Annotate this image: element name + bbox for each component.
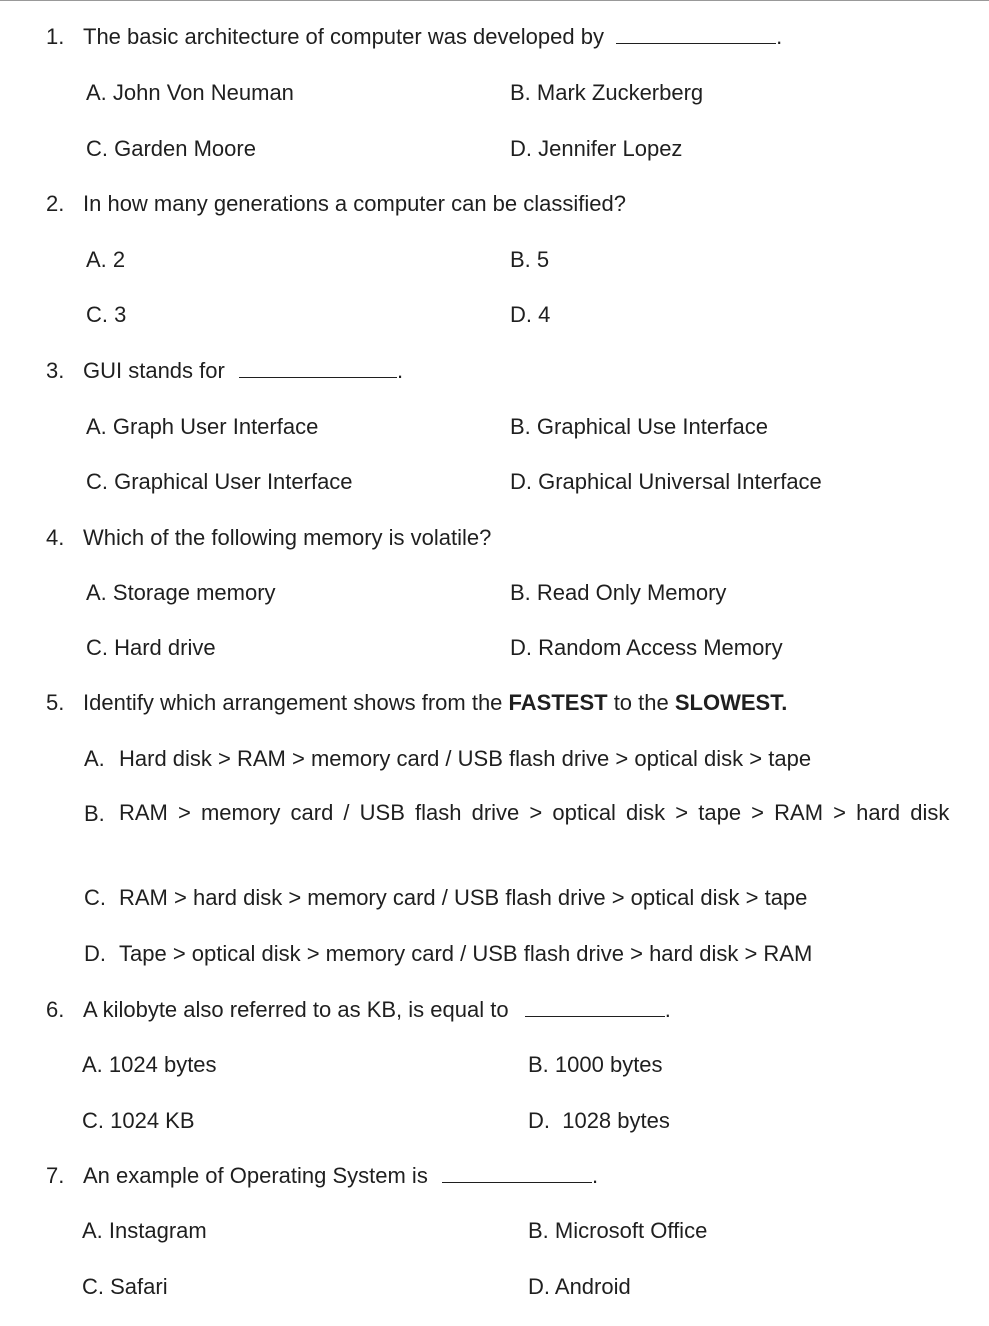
option-b[interactable]: B. Read Only Memory bbox=[510, 580, 727, 605]
option-a[interactable]: A. 1024 bytes bbox=[82, 1052, 217, 1077]
option-c[interactable]: C. 3 bbox=[86, 302, 127, 327]
question-text bbox=[83, 1163, 598, 1189]
option-letter: C. bbox=[84, 885, 106, 910]
option-b[interactable]: B. 1000 bytes bbox=[528, 1052, 663, 1077]
option-b[interactable]: B. 5 bbox=[510, 247, 550, 272]
option-a[interactable]: A. Storage memory bbox=[86, 580, 276, 605]
answer-blank bbox=[239, 359, 397, 378]
option-d[interactable]: D. Random Access Memory bbox=[510, 635, 783, 660]
question-period: . bbox=[664, 997, 671, 1022]
question-number: 3. bbox=[46, 358, 65, 383]
question-stem: The basic architecture of computer was developed by bbox=[83, 24, 604, 49]
question-text bbox=[83, 358, 403, 384]
question-stem: Identify which arrangement shows from the bbox=[83, 690, 503, 715]
question-text bbox=[83, 690, 787, 716]
option-letter: A. bbox=[84, 746, 105, 771]
option-a[interactable]: A. John Von Neuman bbox=[86, 80, 294, 105]
option-d[interactable]: D. Android bbox=[528, 1274, 631, 1299]
option-d[interactable]: D. 1028 bytes bbox=[528, 1108, 670, 1133]
option-text: Hard disk > RAM > memory card / USB flash drive > optical disk > tape bbox=[119, 746, 812, 771]
question-text: Which of the following memory is volatile? bbox=[83, 525, 492, 550]
option-b[interactable]: B. Microsoft Office bbox=[528, 1218, 708, 1243]
option-d[interactable]: D. Graphical Universal Interface bbox=[510, 469, 822, 494]
question-text bbox=[83, 24, 782, 50]
option-a[interactable]: A. Instagram bbox=[82, 1218, 207, 1243]
question-number: 5. bbox=[46, 690, 65, 715]
answer-blank bbox=[525, 998, 665, 1017]
question-period: . bbox=[591, 1163, 599, 1188]
question-period: . bbox=[781, 690, 788, 715]
option-a[interactable]: A. 2 bbox=[86, 247, 126, 272]
top-divider bbox=[0, 0, 989, 1]
option-b[interactable]: B. Graphical Use Interface bbox=[510, 414, 769, 439]
question-stem-middle: to the bbox=[613, 690, 669, 715]
question-number: 7. bbox=[46, 1163, 65, 1188]
option-text: RAM > hard disk > memory card / USB flash drive > optical disk > tape bbox=[119, 885, 808, 910]
emphasis-slowest: SLOWEST bbox=[674, 690, 782, 715]
answer-blank bbox=[442, 1164, 592, 1183]
option-c[interactable]: C. 1024 KB bbox=[82, 1108, 195, 1133]
question-stem: An example of Operating System is bbox=[83, 1163, 428, 1188]
question-number: 1. bbox=[46, 24, 65, 49]
question-text: In how many generations a computer can be classified? bbox=[83, 191, 626, 216]
option-c[interactable]: C. Graphical User Interface bbox=[86, 469, 353, 494]
option-d[interactable]: D. Jennifer Lopez bbox=[510, 136, 683, 161]
question-number: 6. bbox=[46, 997, 65, 1022]
emphasis-fastest: FASTEST bbox=[508, 690, 608, 715]
option-c[interactable]: C. Hard drive bbox=[86, 635, 216, 660]
option-letter: D. bbox=[84, 941, 106, 966]
question-number: 4. bbox=[46, 525, 65, 550]
option-c[interactable]: C. Garden Moore bbox=[86, 136, 256, 161]
question-stem: A kilobyte also referred to as KB, is equal to bbox=[83, 997, 509, 1022]
question-period: . bbox=[776, 24, 783, 49]
option-text: RAM > memory card / USB flash drive > optical disk > tape > RAM > hard disk bbox=[119, 800, 950, 825]
answer-blank bbox=[616, 25, 776, 44]
question-period: . bbox=[396, 358, 404, 383]
option-letter: B. bbox=[84, 801, 105, 826]
option-text: Tape > optical disk > memory card / USB flash drive > hard disk > RAM bbox=[119, 941, 813, 966]
option-d[interactable]: D. 4 bbox=[510, 302, 551, 327]
option-c[interactable]: C. Safari bbox=[82, 1274, 168, 1299]
question-number: 2. bbox=[46, 191, 65, 216]
option-a[interactable]: A. Graph User Interface bbox=[86, 414, 319, 439]
question-stem: GUI stands for bbox=[83, 358, 225, 383]
option-b[interactable]: B. Mark Zuckerberg bbox=[510, 80, 704, 105]
question-text bbox=[83, 997, 671, 1023]
